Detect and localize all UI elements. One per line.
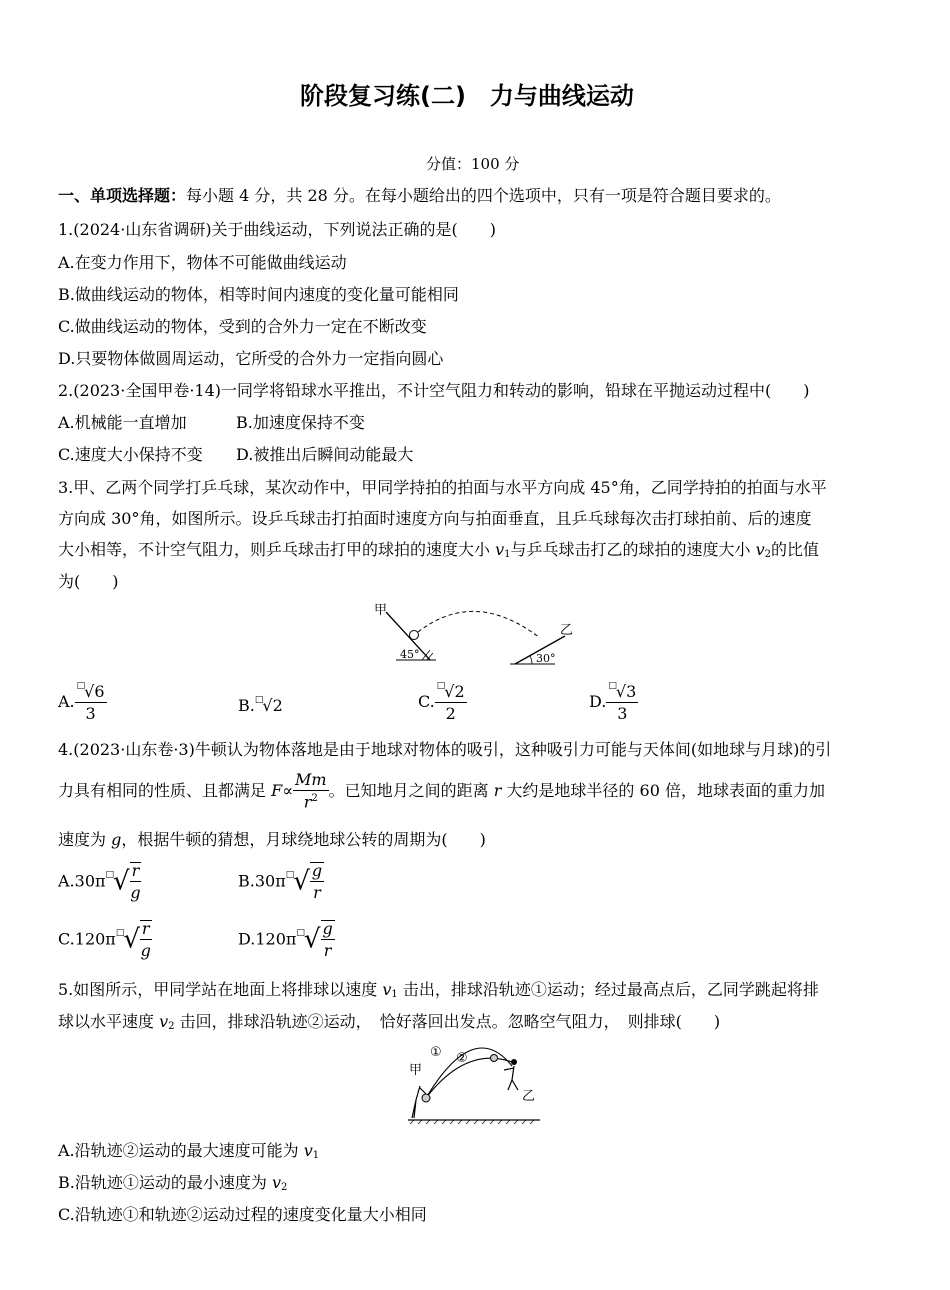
- q4-g: g: [111, 830, 122, 849]
- q4-frac-num: Mm: [295, 770, 327, 789]
- q4-line-1: 4.(2023·山东卷·3)牛顿认为物体落地是由于地球对物体的吸引，这种吸引力可能与天体间(如地球与月球)的引: [58, 740, 832, 759]
- q3-option-a: A. $\frac{^□√6}{3}$: [58, 681, 105, 723]
- q3-option-a-den: 3: [85, 704, 96, 723]
- q3-line-3-text-a: 大小相等，不计空气阻力，则乒乓球击打甲的球拍的速度大小: [58, 540, 496, 559]
- q3-line-3-text-b: 与乒乓球击打乙的球拍的速度大小: [510, 540, 756, 559]
- q5-option-a-text: A.沿轨迹②运动的最大速度可能为: [58, 1141, 304, 1160]
- q3-line-3-text-c: 的比值: [771, 540, 820, 559]
- q3-option-a-index: □: [76, 681, 86, 691]
- q1-option-d: D.只要物体做圆周运动，它所受的合外力一定指向圆心: [58, 349, 444, 368]
- q3-line-2: 方向成 30°角，如图所示。设乒乓球击打拍面时速度方向与拍面垂直，且乒乓球每次击打球拍前、后的速度: [58, 509, 812, 528]
- q3-option-d-label: D.: [589, 692, 607, 711]
- q3-option-c-den: 2: [445, 704, 456, 723]
- q3-figure: [360, 598, 590, 668]
- q3-option-b: B.□√2: [238, 695, 283, 715]
- q2-stem: 2.(2023·全国甲卷·14)一同学将铅球水平推出，不计空气阻力和转动的影响，铅球在平抛运动过程中( ): [58, 381, 810, 400]
- q4-option-a-num: r: [131, 861, 140, 880]
- q5-option-b-v: v: [271, 1173, 281, 1192]
- q1-option-a: A.在变力作用下，物体不可能做曲线运动: [58, 253, 347, 272]
- q5-v1: v: [382, 980, 392, 999]
- q4-option-c-num: r: [141, 919, 150, 938]
- q4-option-d-den: r: [323, 941, 332, 960]
- q3-option-b-radicand: 2: [272, 696, 283, 715]
- q4-option-b-index: □: [285, 870, 295, 880]
- q4-line-3-text-b: ，根据牛顿的猜想，月球绕地球公转的周期为( ): [121, 830, 486, 849]
- q3-option-b-label: B.: [238, 696, 255, 715]
- q5-label-trajectory-2: ②: [456, 1051, 468, 1066]
- q3-line-1: 3.甲、乙两个同学打乒乓球，某次动作中，甲同学持拍的拍面与水平方向成 45°角，乙同学持拍的拍面与水平: [58, 478, 827, 497]
- q3-option-d-index: □: [608, 681, 617, 691]
- q5-ball-top: [491, 1055, 498, 1062]
- q4-line-2-text-b: 。已知地月之间的距离: [328, 781, 494, 801]
- q5-v1-sub: 1: [391, 989, 398, 1000]
- q3-option-d-den: 3: [617, 704, 628, 723]
- q4-frac-den-sup: 2: [311, 793, 318, 804]
- q2-option-c: C.速度大小保持不变: [58, 445, 203, 464]
- q4-option-d-num: g: [322, 919, 333, 938]
- q4-line-2-text-a: 力具有相同的性质、且都满足: [58, 781, 272, 801]
- q2-option-b: B.加速度保持不变: [236, 413, 365, 432]
- q1-option-b: B.做曲线运动的物体，相等时间内速度的变化量可能相同: [58, 285, 459, 304]
- q5-ball-start: [422, 1094, 430, 1102]
- q4-option-b-label: B.30π: [238, 871, 286, 891]
- q3-option-c-index: □: [436, 681, 446, 691]
- q5-person-yi-head: [511, 1059, 517, 1065]
- q5-label-trajectory-1: ①: [430, 1045, 442, 1060]
- q5-option-a-sub: 1: [312, 1150, 320, 1161]
- q3-option-c-radicand: 2: [454, 682, 465, 701]
- q4-option-d-label: D.120π: [238, 929, 297, 949]
- q4-r: r: [493, 781, 502, 801]
- q4-line-2-text-c: 大约是地球半径的 60 倍，地球表面的重力加: [501, 781, 825, 801]
- q4-line-2: [58, 772, 825, 810]
- q3-v2: v: [755, 540, 765, 559]
- q5-line-1-text-b: 击出，排球沿轨迹①运动；经过最高点后，乙同学跳起将排: [397, 980, 819, 999]
- q4-F: F: [271, 781, 283, 801]
- q3-line-4: 为( ): [58, 572, 119, 591]
- q5-label-yi: 乙: [522, 1089, 536, 1104]
- q3-option-a-label: A.: [58, 692, 75, 711]
- q3-line-3: [58, 542, 819, 560]
- q2-option-d: D.被推出后瞬间动能最大: [236, 445, 414, 464]
- q4-line-3-text-a: 速度为: [58, 830, 112, 849]
- q5-v2-sub: 2: [168, 1021, 175, 1032]
- q5-line-2: [58, 1014, 720, 1032]
- q5-line-1-text-a: 5.如图所示，甲同学站在地面上将排球以速度: [58, 980, 383, 999]
- q3-trajectory: [418, 611, 540, 638]
- q4-option-c: C.120π□√ $\frac{r}{g}$: [58, 919, 151, 960]
- q4-option-d-index: □: [296, 928, 305, 938]
- q5-label-jia: 甲: [409, 1063, 423, 1078]
- section-desc: 每小题 4 分，共 28 分。在每小题给出的四个选项中，只有一项是符合题目要求的。: [186, 186, 781, 205]
- q1-option-c: C.做曲线运动的物体，受到的合外力一定在不断改变: [58, 317, 427, 336]
- q3-v2-sub: 2: [764, 549, 772, 560]
- q5-line-1: [58, 982, 819, 1000]
- q4-option-a-label: A.30π: [58, 871, 106, 891]
- q3-label-jia: 甲: [374, 603, 388, 618]
- q4-option-c-label: C.120π: [58, 929, 116, 949]
- section-label: 一、单项选择题：: [58, 186, 187, 205]
- q3-angle-30: 30°: [536, 652, 556, 665]
- q4-option-b: B.30π□√ $\frac{g}{r}$: [238, 861, 323, 902]
- q3-option-d: D. $\frac{^□√3}{3}$: [589, 681, 637, 723]
- q5-person-jia: [412, 1086, 426, 1118]
- q3-option-d-radicand: 3: [626, 682, 637, 701]
- q5-option-c: C.沿轨迹①和轨迹②运动过程的速度变化量大小相同: [58, 1205, 427, 1224]
- q3-ball: [410, 631, 419, 640]
- q5-line-2-text-b: 击回，排球沿轨迹②运动， 恰好落回出发点。忽略空气阻力， 则排球( ): [174, 1012, 721, 1031]
- q5-option-b: [58, 1175, 287, 1193]
- q4-option-d: D.120π□√ $\frac{g}{r}$: [238, 919, 333, 960]
- q3-v1-sub: 1: [504, 549, 511, 560]
- q5-person-yi: [504, 1066, 518, 1090]
- q4-option-c-den: g: [140, 941, 151, 960]
- q2-option-a: A.机械能一直增加: [58, 413, 187, 432]
- q5-v2: v: [159, 1012, 169, 1031]
- q5-option-b-text: B.沿轨迹①运动的最小速度为: [58, 1173, 272, 1192]
- q4-option-a: A.30π□√ $\frac{r}{g}$: [58, 861, 141, 902]
- q5-option-a: [58, 1143, 319, 1161]
- q5-option-a-v: v: [303, 1141, 313, 1160]
- q3-v1: v: [495, 540, 505, 559]
- q4-option-a-index: □: [105, 870, 115, 880]
- q4-line-3: [58, 832, 486, 848]
- q3-angle-45: 45°: [400, 648, 420, 661]
- q3-option-a-radicand: 6: [94, 682, 105, 701]
- q4-prop: ∝: [282, 781, 294, 801]
- q1-stem: 1.(2024·山东省调研)关于曲线运动，下列说法正确的是( ): [58, 220, 497, 239]
- q5-figure: [404, 1038, 544, 1126]
- q4-frac-den: r: [303, 792, 312, 812]
- q5-option-b-sub: 2: [280, 1182, 288, 1193]
- q3-option-c: C. $\frac{^□√2}{2}$: [418, 681, 465, 723]
- q3-option-c-label: C.: [418, 692, 435, 711]
- q5-line-2-text-a: 球以水平速度: [58, 1012, 160, 1031]
- section-header: [58, 188, 781, 204]
- score-label: 分值：100 分: [426, 155, 520, 173]
- q3-option-b-index: □: [254, 695, 264, 705]
- q3-label-yi: 乙: [560, 623, 574, 638]
- page-title: 阶段复习练(二) 力与曲线运动: [300, 82, 634, 110]
- q4-option-a-den: g: [130, 883, 141, 902]
- q4-option-b-num: g: [311, 861, 323, 880]
- q4-option-b-den: r: [313, 883, 321, 902]
- q4-option-c-index: □: [115, 928, 125, 938]
